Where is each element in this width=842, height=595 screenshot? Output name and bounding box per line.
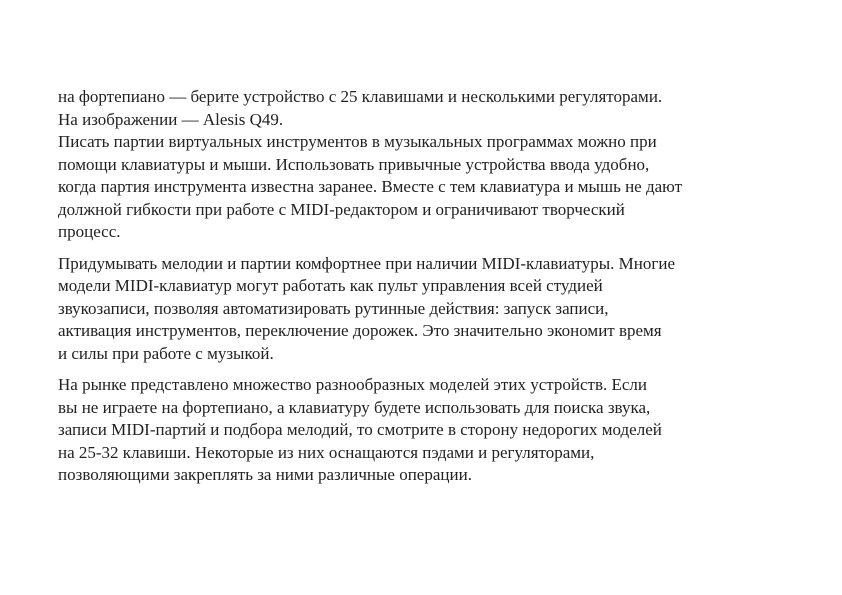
- text-line: модели MIDI-клавиатур могут работать как пульт управления всей студией: [58, 276, 603, 295]
- paragraph-studio-control: [58, 253, 798, 366]
- text-line: звукозаписи, позволяя автоматизировать рутинные действия: запуск записи,: [58, 298, 609, 318]
- paragraph-intro: [58, 86, 798, 244]
- text-line: помощи клавиатуры и мыши. Использовать привычные устройства ввода удобно,: [58, 154, 650, 174]
- text-line: процесс.: [58, 222, 121, 241]
- text-line: на фортепиано — берите устройство с 25 клавишами и несколькими регуляторами.: [58, 87, 663, 106]
- text-line: должной гибкости при работе с MIDI-редактором и ограничивают творческий: [58, 199, 625, 219]
- text-line: На рынке представлено множество разнообразных моделей этих устройств. Если: [58, 375, 647, 394]
- text-line: на 25-32 клавиши. Некоторые из них оснащаются пэдами и регуляторами,: [58, 442, 595, 462]
- text-line: позволяющими закреплять за ними различные операции.: [58, 465, 472, 484]
- text-line: записи MIDI-партий и подбора мелодий, то смотрите в сторону недорогих моделей: [58, 420, 662, 439]
- text-line: Придумывать мелодии и партии комфортнее при наличии MIDI-клавиатуры. Многие: [58, 253, 676, 273]
- text-line: когда партия инструмента известна заранее. Вместе с тем клавиатура и мышь не дают: [58, 177, 683, 196]
- document-body: [58, 86, 798, 487]
- text-line: и силы при работе с музыкой.: [58, 343, 274, 363]
- text-line: активация инструментов, переключение дорожек. Это значительно экономит время: [58, 321, 662, 340]
- paragraph-market: [58, 374, 798, 487]
- text-line: вы не играете на фортепиано, а клавиатуру будете использовать для поиска звука,: [58, 397, 651, 417]
- text-line: Писать партии виртуальных инструментов в музыкальных программах можно при: [58, 132, 657, 151]
- text-line: На изображении — Alesis Q49.: [58, 109, 284, 129]
